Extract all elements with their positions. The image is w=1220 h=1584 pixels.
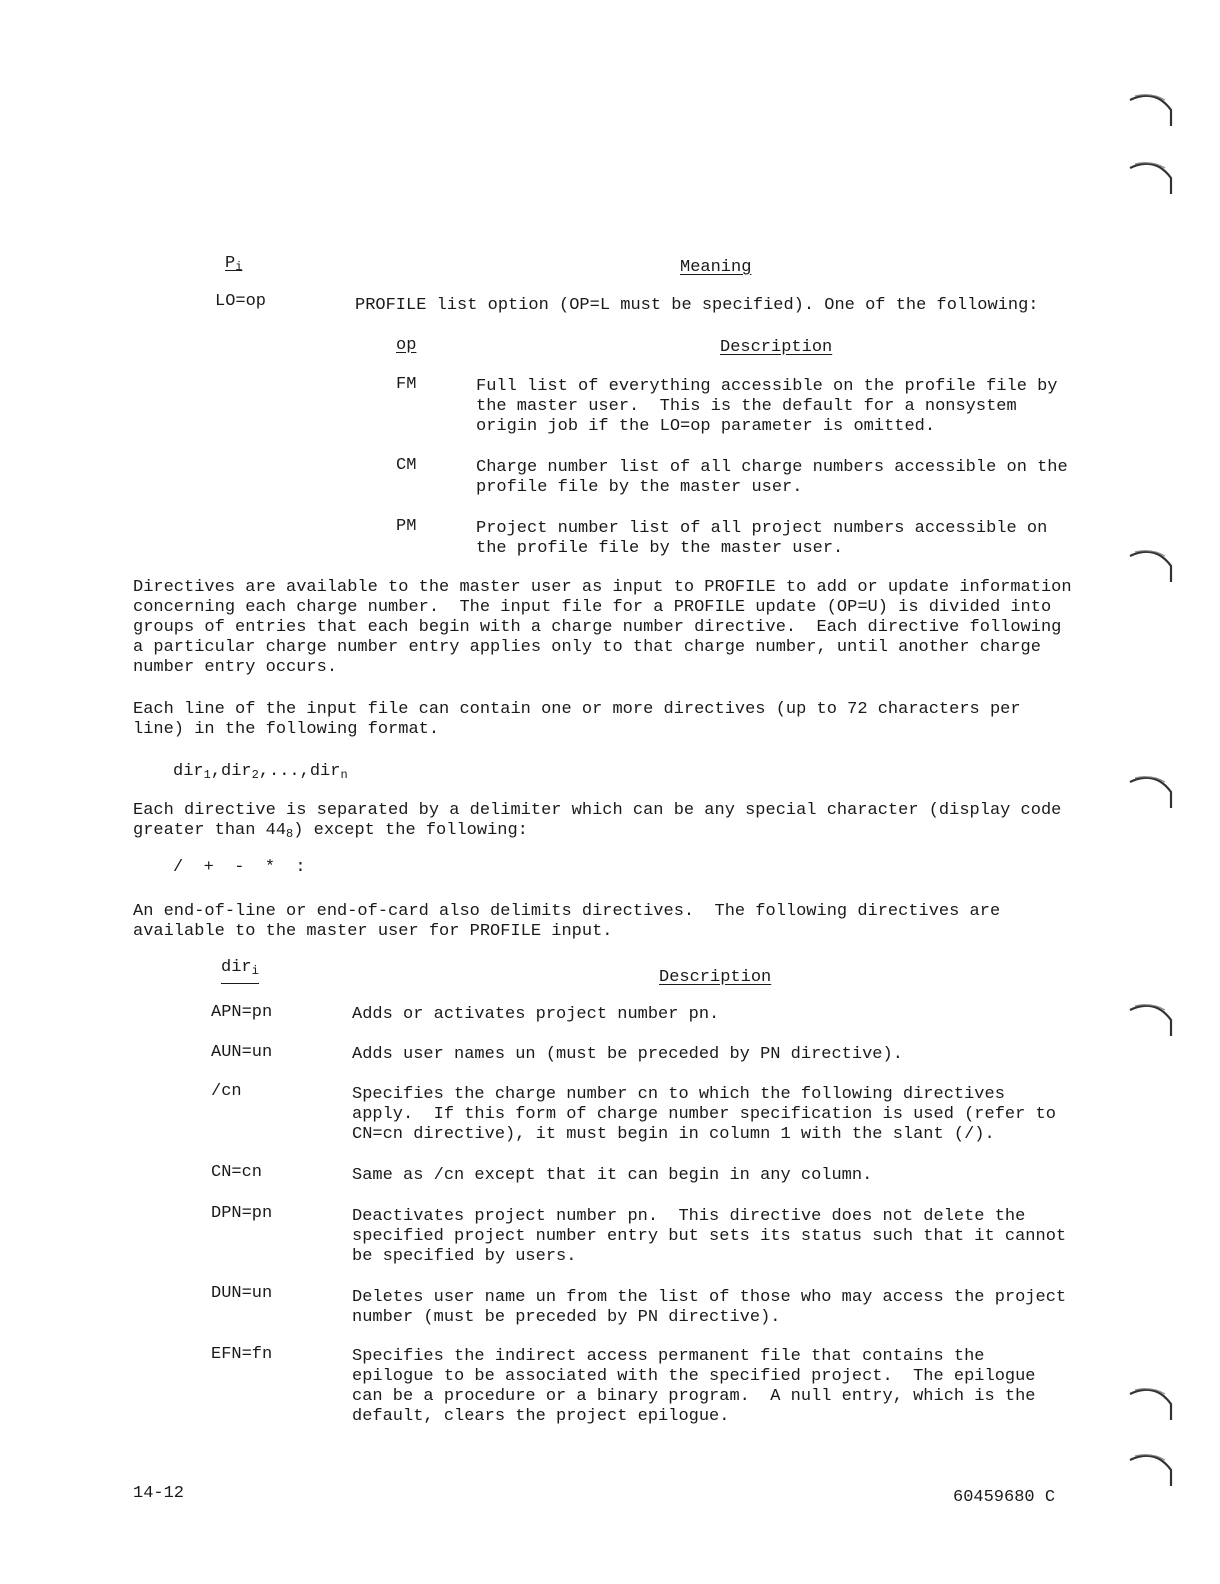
document-number: 60459680 C bbox=[953, 1488, 1056, 1507]
binder-hole-mark-icon bbox=[1127, 772, 1177, 812]
op-description-header: Description bbox=[720, 338, 833, 357]
meaning-column-header: Meaning bbox=[680, 258, 752, 277]
paragraph-directives-intro: Directives are available to the master user as input to PROFILE to add or update information concerning each charge number. The input file for a PROFILE update (OP=U) is divided into groups of entries that each begin with a charge number directive. Each directive following a particular charge number entry applies only to that charge number, until another charge number entry occurs. bbox=[133, 578, 1072, 677]
excluded-delimiters: / + - * : bbox=[173, 858, 306, 877]
dir-desc-cn-slant: Specifies the charge number cn to which the following directives apply. If this form of charge number specification is used (refer to CN=cn directive), it must begin in column 1 with the slant (/). bbox=[352, 1085, 1056, 1144]
paragraph-input-format: Each line of the input file can contain one or more directives (up to 72 characters per line) in the following format. bbox=[133, 700, 1021, 739]
paragraph-directive-list-intro: An end-of-line or end-of-card also delimits directives. The following directives are available to the master user for PROFILE input. bbox=[133, 902, 1001, 941]
binder-hole-mark-icon bbox=[1127, 158, 1177, 198]
binder-hole-mark-icon bbox=[1127, 1000, 1177, 1040]
op-term-fm: FM bbox=[396, 375, 417, 394]
dir-desc-dpn: Deactivates project number pn. This directive does not delete the specified project number entry but sets its status such that it cannot be specified by users. bbox=[352, 1207, 1067, 1266]
dir-desc-apn: Adds or activates project number pn. bbox=[352, 1005, 720, 1024]
binder-hole-mark-icon bbox=[1127, 546, 1177, 586]
lo-meaning: PROFILE list option (OP=L must be specified). One of the following: bbox=[355, 296, 1039, 315]
binder-hole-mark-icon bbox=[1127, 1450, 1177, 1490]
pi-column-header: $P_i$ bbox=[225, 254, 243, 274]
dir-term-apn: APN=pn bbox=[211, 1003, 273, 1022]
op-desc-fm: Full list of everything accessible on the profile file by the master user. This is the default for a nonsystem origin job if the LO=op parameter is omitted. bbox=[476, 377, 1058, 436]
binder-hole-mark-icon bbox=[1127, 90, 1177, 130]
dir-desc-efn: Specifies the indirect access permanent file that contains the epilogue to be associated with the specified project. The epilogue can be a procedure or a binary program. A null entry, which is the default, clears the project epilogue. bbox=[352, 1347, 1036, 1426]
directive-format-line: dir$_1$,dir$_2$,...,dir$_n$ bbox=[173, 762, 348, 782]
dir-term-dpn: DPN=pn bbox=[211, 1204, 273, 1223]
lo-term: LO=op bbox=[215, 292, 267, 311]
op-desc-cm: Charge number list of all charge numbers accessible on the profile file by the master user. bbox=[476, 458, 1068, 497]
dir-term-cn: CN=cn bbox=[211, 1163, 263, 1182]
dir-desc-aun: Adds user names un (must be preceded by PN directive). bbox=[352, 1045, 903, 1064]
dir-term-cn-slant: /cn bbox=[211, 1082, 242, 1101]
op-term-cm: CM bbox=[396, 456, 417, 475]
binder-hole-mark-icon bbox=[1127, 1384, 1177, 1424]
op-desc-pm: Project number list of all project numbers accessible on the profile file by the master user. bbox=[476, 519, 1048, 558]
dir-desc-cn: Same as /cn except that it can begin in any column. bbox=[352, 1166, 873, 1185]
dir-term-aun: AUN=un bbox=[211, 1043, 273, 1062]
dir-term-efn: EFN=fn bbox=[211, 1345, 273, 1364]
paragraph-delimiter: Each directive is separated by a delimiter which can be any special character (display code greater than $44_8$) except the following: bbox=[133, 801, 1062, 841]
dir-description-header: Description bbox=[659, 968, 772, 987]
page-number: 14-12 bbox=[133, 1484, 185, 1503]
op-term-pm: PM bbox=[396, 517, 417, 536]
dir-term-dun: DUN=un bbox=[211, 1284, 273, 1303]
diri-column-header: dir$_i$ bbox=[221, 958, 259, 984]
dir-desc-dun: Deletes user name un from the list of those who may access the project number (must be preceded by PN directive). bbox=[352, 1288, 1067, 1327]
op-column-header: op bbox=[396, 336, 417, 355]
